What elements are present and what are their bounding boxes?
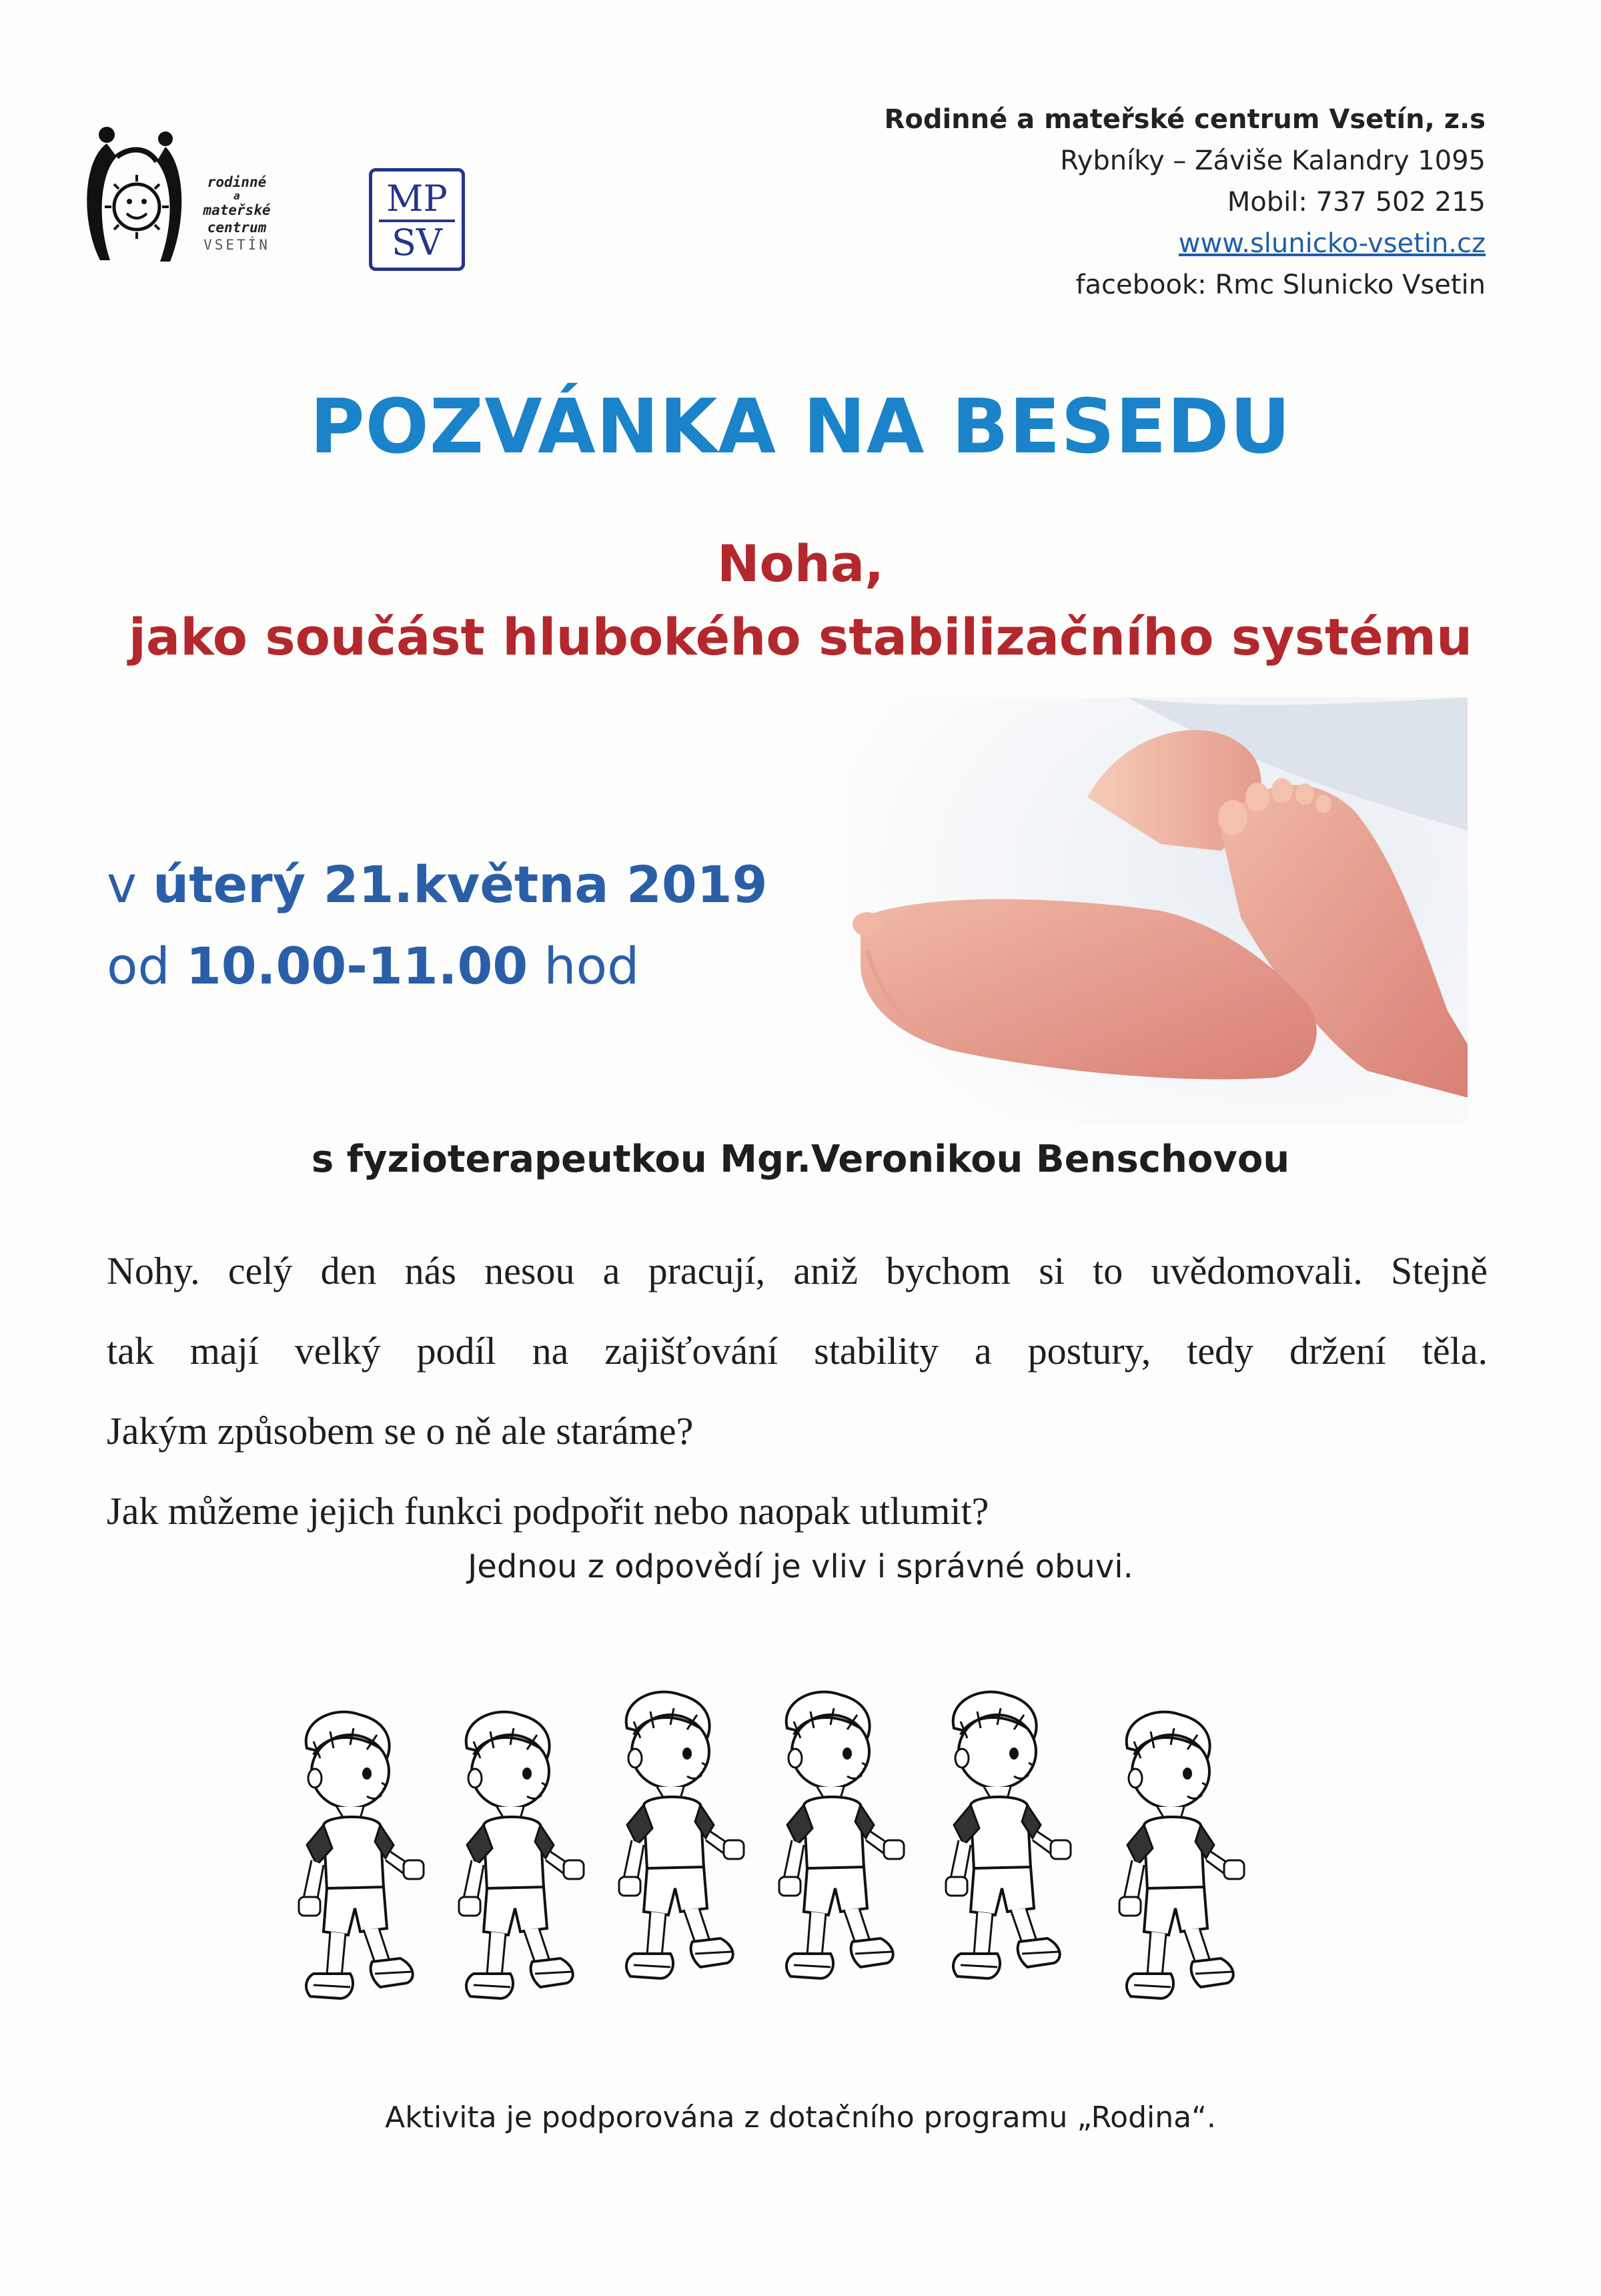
org-logo xyxy=(80,120,287,274)
footer-note: Aktivita je podporována z dotačního programu „Rodina“. xyxy=(385,2100,1216,2135)
contact-block xyxy=(800,99,1486,306)
logo-line: rodinné xyxy=(207,174,267,190)
mpsv-logo-bottom: SV xyxy=(392,222,442,264)
body-line: Nohy. celý den nás nesou a pracují, aniž bychom si to uvědomovali. Stejně xyxy=(107,1249,1488,1292)
logo-line: centrum xyxy=(207,220,267,236)
body-text xyxy=(107,1231,1488,1551)
subtitle-line: Noha, xyxy=(716,534,885,593)
mpsv-logo-top: MP xyxy=(379,178,455,222)
family-sun-logo-icon xyxy=(80,120,187,274)
speaker: s fyzioterapeutkou Mgr.Veronikou Benschovou xyxy=(311,1138,1290,1181)
time-suffix: hod xyxy=(528,936,640,996)
event-day xyxy=(107,844,841,925)
time-range: 10.00-11.00 xyxy=(185,936,528,996)
baby-feet-photo xyxy=(847,697,1468,1124)
logo-line: mateřské xyxy=(203,202,271,218)
baby-feet-icon xyxy=(847,697,1468,1124)
walking-boy-icon xyxy=(294,1675,1294,2048)
subtitle xyxy=(0,527,1601,674)
org-website-link[interactable]: www.slunicko-vsetin.cz xyxy=(1178,228,1486,259)
logo-line: VSETÍN xyxy=(203,237,270,253)
subtitle-line: jako součást hlubokého stabilizačního systému xyxy=(128,607,1473,667)
body-line: Jak můžeme jejich funkci podpořit nebo naopak utlumit? xyxy=(107,1489,989,1533)
body-line: Jakým způsobem se o ně ale staráme? xyxy=(107,1409,694,1453)
org-address: Rybníky – Záviše Kalandry 1095 xyxy=(1060,145,1486,176)
org-facebook: facebook: Rmc Slunicko Vsetin xyxy=(1075,270,1486,300)
event-time xyxy=(107,925,841,1007)
event-date xyxy=(107,844,841,1007)
mpsv-logo xyxy=(369,168,465,271)
body-line: tak mají velký podíl na zajišťování stability a postury, tedy držení těla. xyxy=(107,1329,1488,1373)
walking-kids-illustration xyxy=(294,1675,1294,2048)
time-prefix: od xyxy=(107,936,186,996)
page-title: POZVÁNKA NA BESEDU xyxy=(310,384,1291,470)
logo-line: a xyxy=(233,189,240,202)
closing-line: Jednou z odpovědí je vliv i správné obuvi. xyxy=(468,1548,1133,1585)
org-phone: Mobil: 737 502 215 xyxy=(1227,187,1486,218)
org-logo-text xyxy=(183,173,290,254)
org-name: Rodinné a mateřské centrum Vsetín, z.s xyxy=(884,104,1486,135)
date-prefix: v xyxy=(107,855,153,914)
date-day: úterý 21.května 2019 xyxy=(153,855,768,914)
